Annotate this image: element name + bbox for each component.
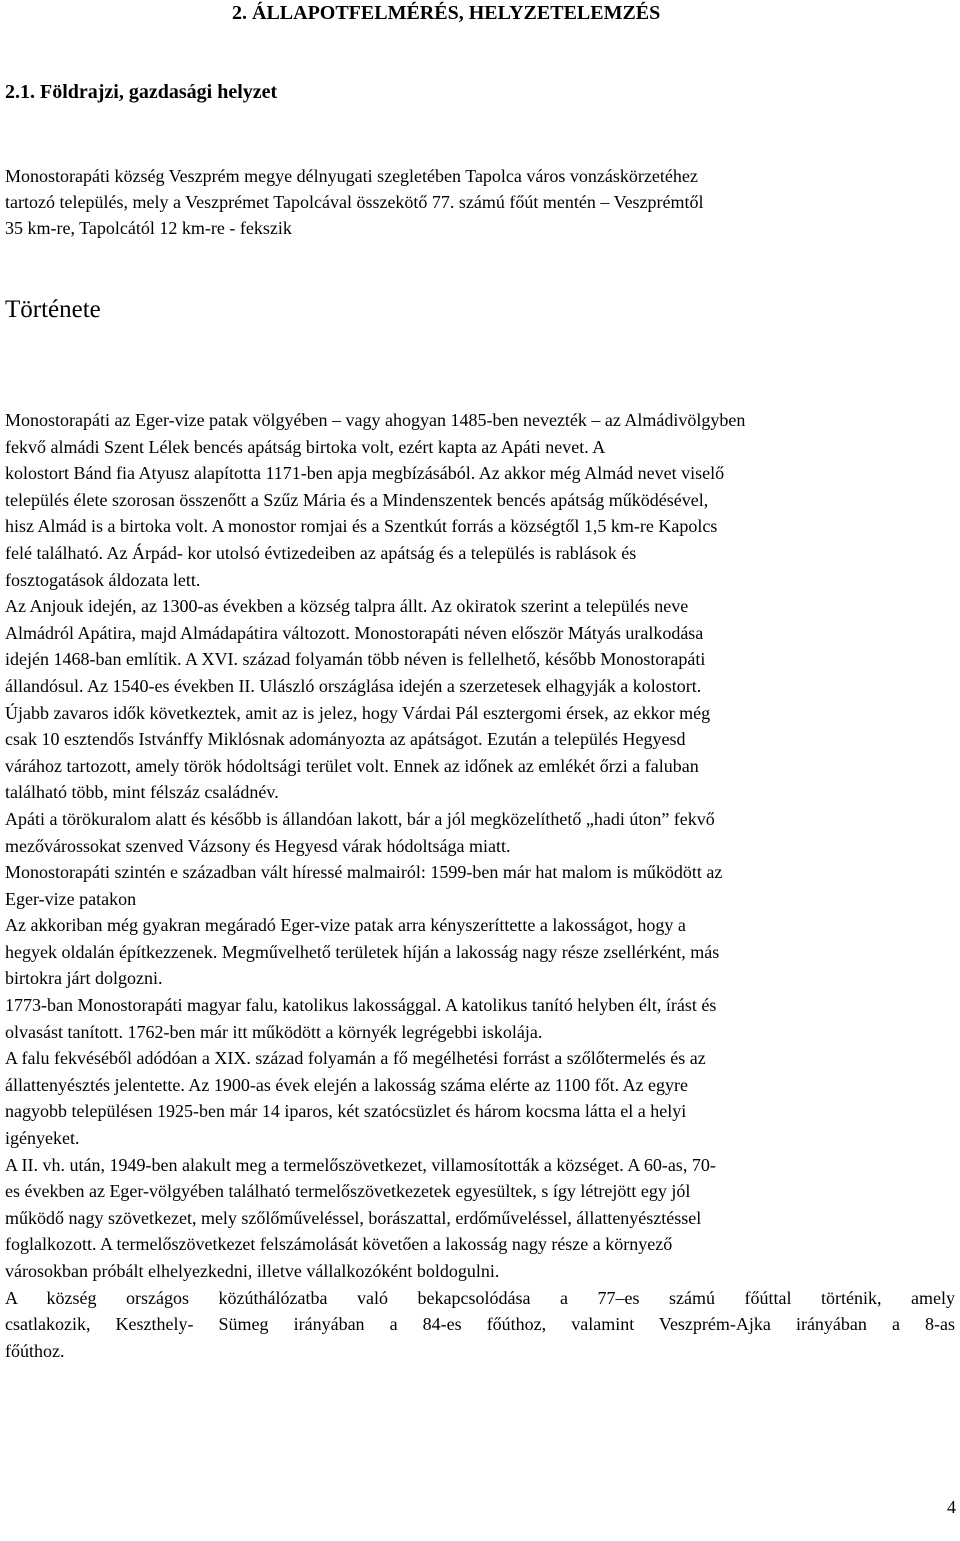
history-line: idején 1468-ban említik. A XVI. század folyamán több néven is fellelhető, később Monostorapáti: [5, 649, 706, 670]
history-line: Újabb zavaros idők következtek, amit az is jelez, hogy Várdai Pál esztergomi érsek, az ekkor még: [5, 702, 711, 723]
history-line: birtokra járt dolgozni.: [5, 968, 163, 989]
intro-line: 35 km-re, Tapolcától 12 km-re - fekszik: [5, 218, 292, 238]
history-line: fekvő almádi Szent Lélek bencés apátság birtoka volt, ezért kapta az Apáti nevet. A: [5, 436, 606, 457]
page-number: 4: [947, 1497, 956, 1517]
history-line: Az Anjouk idején, az 1300-as években a község talpra állt. Az okiratok szerint a település neve: [5, 596, 689, 617]
intro-paragraph: [5, 163, 955, 241]
history-line: várához tartozott, amely török hódoltsági terület volt. Ennek az időnek az emlékét őrzi a faluban: [5, 755, 699, 776]
history-line: A II. vh. után, 1949-ben alakult meg a termelőszövetkezet, villamosították a községet. A 60-as, 70-: [5, 1154, 716, 1175]
history-line: fosztogatások áldozata lett.: [5, 569, 201, 590]
history-line: csatlakozik, Keszthely- Sümeg irányában a 84-es főúthoz, valamint Veszprém-Ajka irányában a 8-as: [5, 1314, 955, 1335]
history-body: [5, 407, 955, 1364]
history-line: Monostorapáti szintén e században vált híressé malmairól: 1599-ben már hat malom is működött az: [5, 862, 723, 883]
history-line: felé található. Az Árpád- kor utolsó évtizedeiben az apátság és a település is rablások és: [5, 542, 637, 563]
history-line: A falu fekvéséből adódóan a XIX. század folyamán a fő megélhetési forrást a szőlőtermelés és az: [5, 1048, 706, 1069]
history-line: található több, mint félszáz családnév.: [5, 782, 279, 803]
history-line: városokban próbált elhelyezkedni, illetve vállalkozóként boldogulni.: [5, 1261, 500, 1281]
history-line: A község országos közúthálózatba való bekapcsolódása a 77–es számú főúttal történik, amely: [5, 1287, 955, 1308]
history-line: Apáti a törökuralom alatt és később is állandóan lakott, bár a jól megközelíthető „hadi úton” fekvő: [5, 808, 715, 829]
history-line: Almádról Apátira, majd Almádapátira változott. Monostorapáti néven először Mátyás uralkodása: [5, 622, 704, 643]
section-heading: 2.1. Földrajzi, gazdasági helyzet: [5, 81, 278, 103]
history-line: hisz Almád is a birtoka volt. A monostor romjai és a Szentkút forrás a községtől 1,5 km-re Kapolcs: [5, 516, 718, 537]
history-line: igényeket.: [5, 1128, 80, 1149]
history-line: mezővárossokat szenved Vázsony és Hegyesd várak hódoltsága miatt.: [5, 835, 511, 856]
history-line: foglalkozott. A termelőszövetkezet felszámolását követően a lakosság nagy része a környező: [5, 1234, 673, 1255]
history-line: nagyobb településen 1925-ben már 14 iparos, két szatócsüzlet és három kocsma látta el a helyi: [5, 1101, 687, 1122]
history-line: olvasást tanított. 1762-ben már itt működött a környék legrégebbi iskolája.: [5, 1021, 543, 1042]
history-line: főúthoz.: [5, 1340, 65, 1361]
history-line: működő nagy szövetkezet, mely szőlőműveléssel, borászattal, erdőműveléssel, állattenyésztéssel: [5, 1207, 702, 1228]
main-heading: 2. ÁLLAPOTFELMÉRÉS, HELYZETELEMZÉS: [232, 2, 661, 24]
history-line: település élete szorosan összenőtt a Szűz Mária és a Mindenszentek bencés apátság működésével,: [5, 489, 709, 510]
history-line: Eger-vize patakon: [5, 888, 137, 909]
history-line: 1773-ban Monostorapáti magyar falu, katolikus lakossággal. A katolikus tanító helyben élt, írást és: [5, 995, 717, 1016]
history-line: hegyek oldalán építkezzenek. Megművelhető területek híján a lakosság nagy része zsellérként, más: [5, 941, 720, 962]
intro-line: Monostorapáti község Veszprém megye délnyugati szegletében Tapolca város vonzáskörzetéhez: [5, 166, 698, 186]
history-line: állandósul. Az 1540-es években II. Ulászló országlása idején a szerzetesek elhagyják a kolostort.: [5, 675, 702, 696]
intro-line: tartozó település, mely a Veszprémet Tapolcával összekötő 77. számú főút mentén – Veszprémtől: [5, 192, 704, 212]
history-line: kolostort Bánd fia Atyusz alapította 1171-ben apja megbízásából. Az akkor még Almád nevet viselő: [5, 463, 725, 484]
history-title: Története: [5, 296, 101, 323]
history-line: Az akkoriban még gyakran megáradó Eger-vize patak arra kényszeríttette a lakosságot, hogy a: [5, 915, 686, 936]
history-line: állattenyésztés jelentette. Az 1900-as évek elején a lakosság száma elérte az 1100 főt. Az egyre: [5, 1074, 689, 1095]
history-line: csak 10 esztendős Istvánffy Miklósnak adományozta az apátságot. Ezután a település Hegyesd: [5, 729, 686, 750]
history-line: Monostorapáti az Eger-vize patak völgyében – vagy ahogyan 1485-ben nevezték – az Almádivölgyben: [5, 410, 746, 430]
history-line: es években az Eger-völgyében található termelőszövetkezetek egyesültek, s így létrejött egy jól: [5, 1181, 691, 1202]
